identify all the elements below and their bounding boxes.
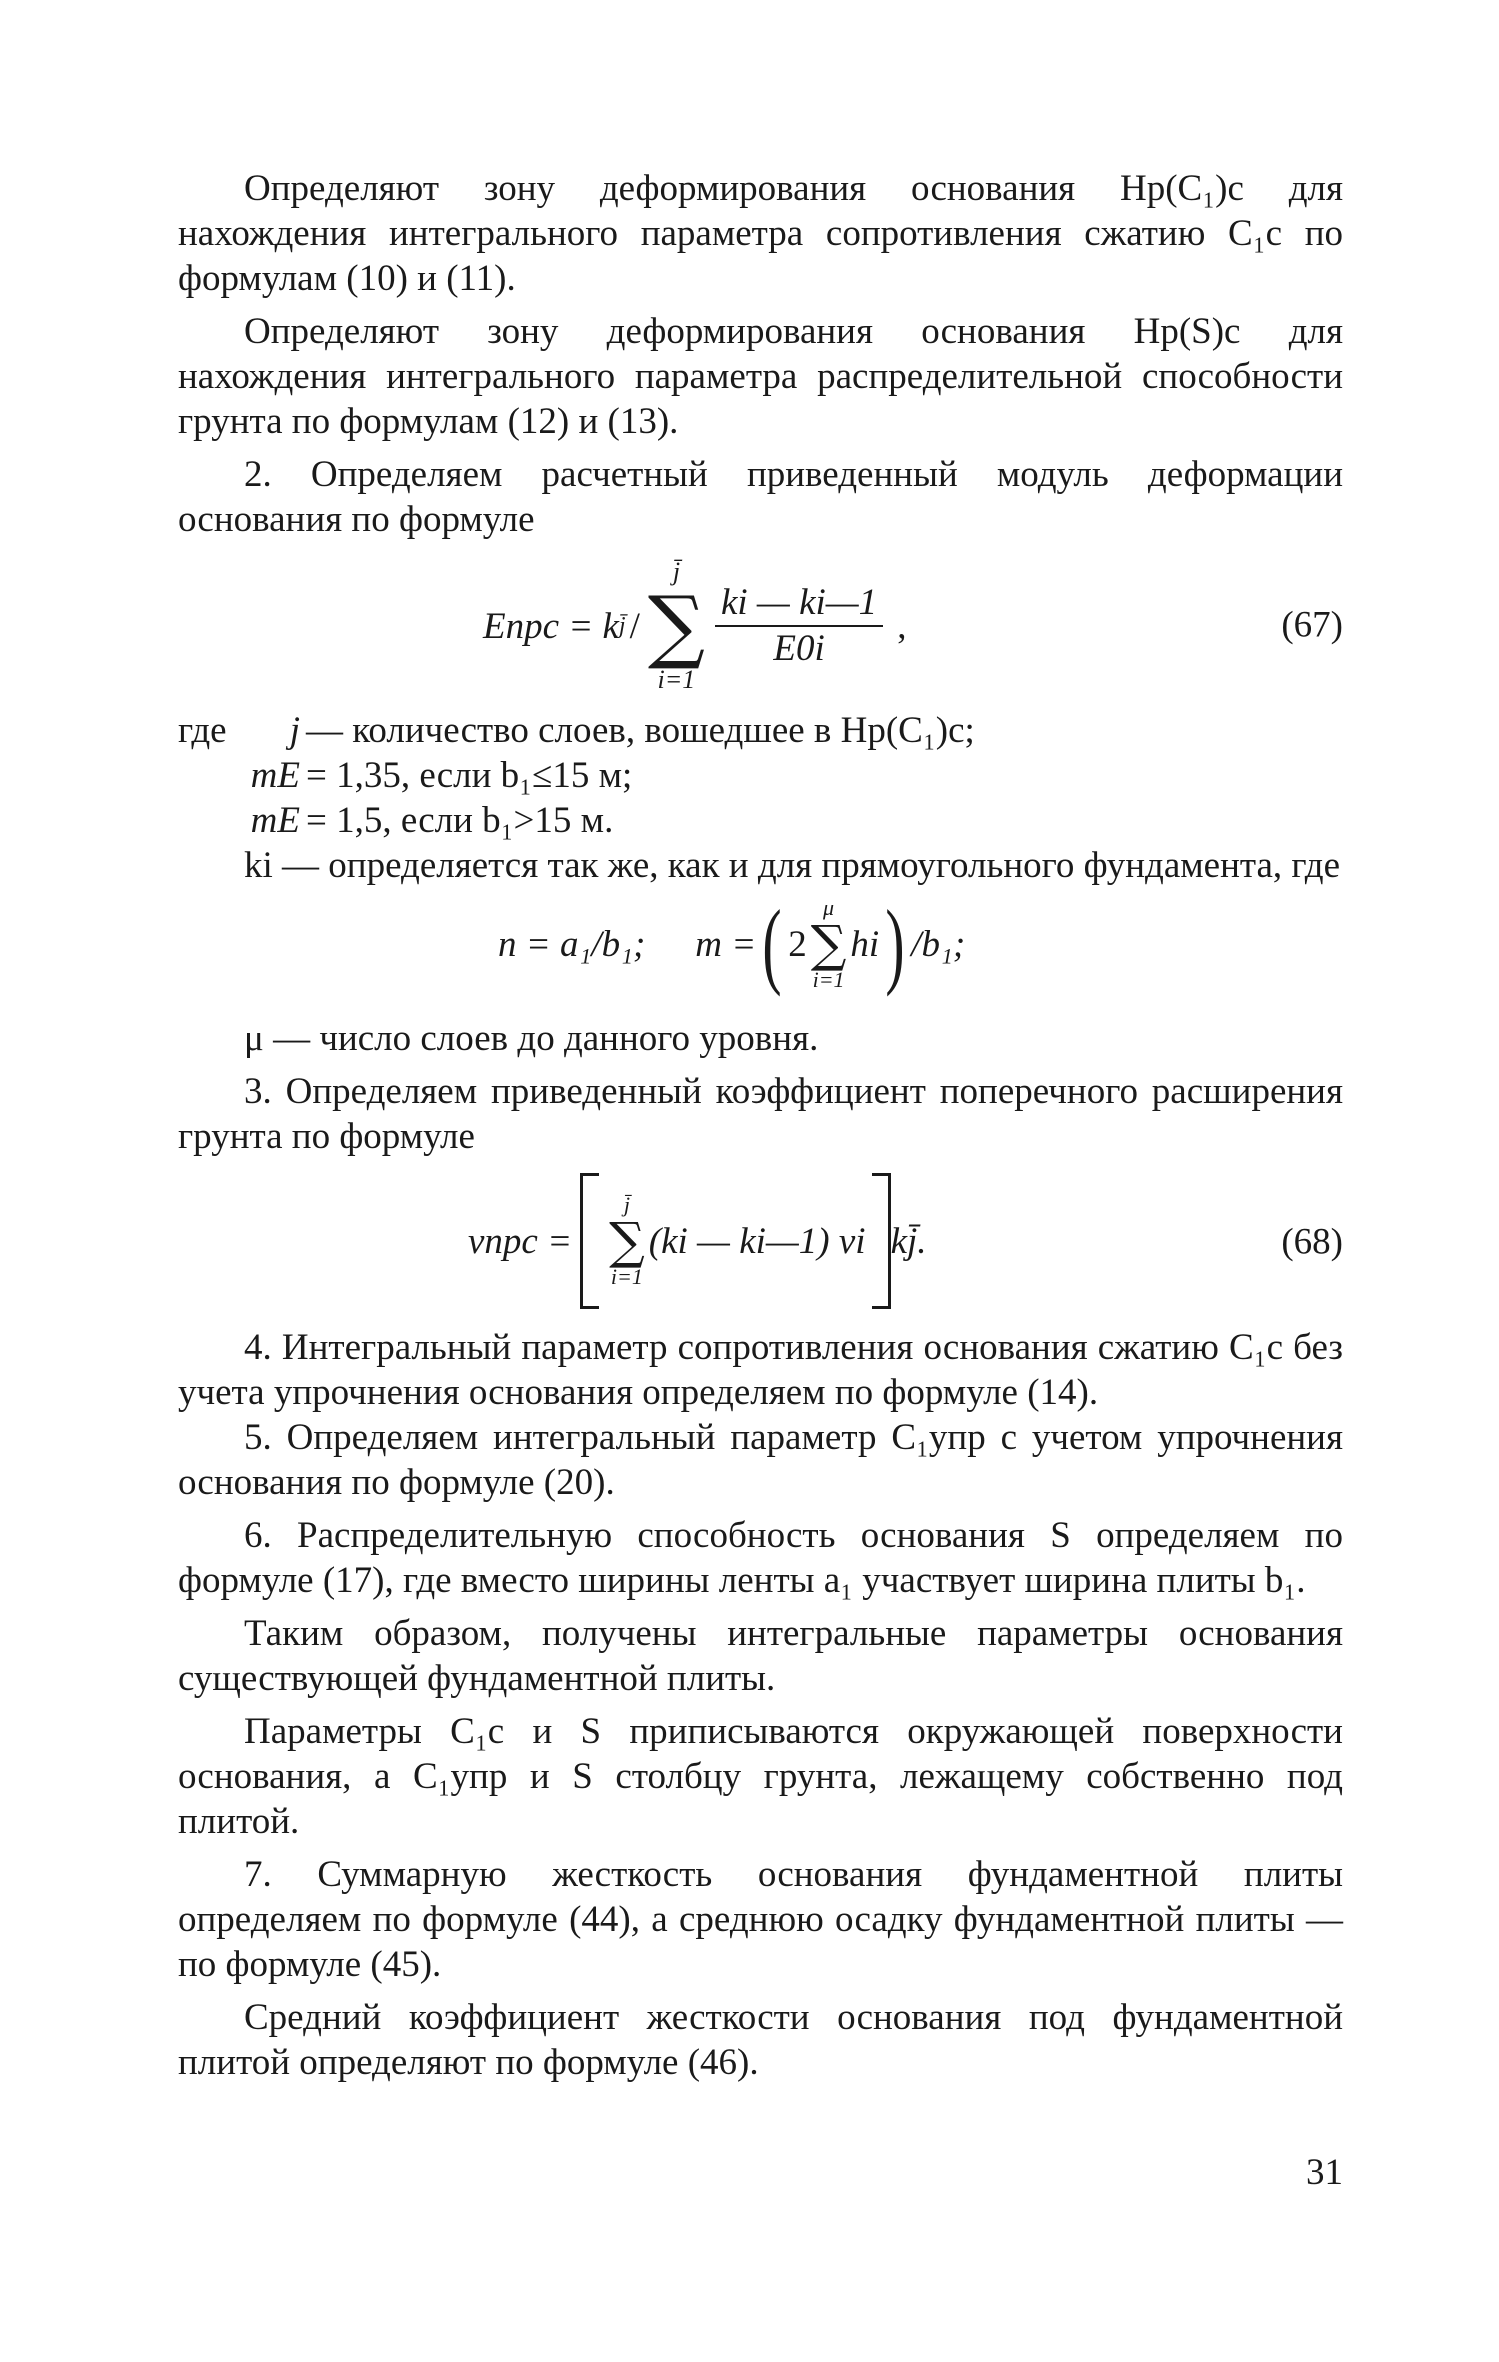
- where-line-3: = 1,5, если b₁>15 м.: [306, 800, 614, 841]
- paragraph-2: Определяют зону деформирования основания Hp(S)c для нахождения интегрального параметра распределительной способности грунта по формулам (12) и (13).: [178, 311, 1343, 442]
- eqnm-hi: hi: [850, 923, 880, 965]
- eq67-denominator: E0i: [773, 628, 825, 669]
- eq67-lhs: Eпрс = k: [483, 605, 619, 647]
- sigma-symbol: ∑: [609, 1212, 645, 1270]
- paragraph-8: Таким образом, получены интегральные параметры основания существующей фундаментной плиты.: [178, 1613, 1343, 1699]
- paragraph-11: Средний коэффициент жесткости основания под фундаментной плитой определяют по формуле (46).: [178, 1997, 1343, 2083]
- eq68-sum-bottom: i=1: [610, 1264, 643, 1289]
- paragraph-10: 7. Суммарную жесткость основания фундаментной плиты определяем по формуле (44), а среднюю осадку фундаментной плиты — по формуле (45).: [178, 1854, 1343, 1985]
- paragraph-1: Определяют зону деформирования основания Hp(C₁)c для нахождения интегрального параметра сопротивления сжатию C₁c по формулам (10) и (11).: [178, 168, 1343, 299]
- where-sym-2: mE: [250, 755, 300, 796]
- eq67-numerator: ki — ki—1: [715, 581, 883, 627]
- paragraph-3: 2. Определяем расчетный приведенный модуль деформации основания по формуле: [178, 454, 1343, 540]
- paragraph-4: 3. Определяем приведенный коэффициент поперечного расширения грунта по формуле: [178, 1071, 1343, 1157]
- sigma-symbol: ∑: [647, 579, 705, 672]
- eq68-number: (68): [1281, 1221, 1343, 1263]
- where-sym-1: j: [289, 710, 300, 751]
- equation-n-m: [178, 890, 1343, 1008]
- eq68-body: (ki — ki—1) νi: [648, 1220, 866, 1262]
- left-bracket: [580, 1173, 599, 1309]
- page-number: 31: [1306, 2152, 1343, 2193]
- eqnm-tail: /b₁;: [911, 923, 966, 965]
- eqnm-m: m =: [695, 923, 757, 965]
- equation-67: Eпрс = k j̄ / j̄ ∑ i=1 $\frac{ki — ki—1}{E0i}$ , (67): [483, 557, 1343, 694]
- eq67-number: (67): [1281, 604, 1343, 646]
- paragraph-9: Параметры C₁c и S приписываются окружающей поверхности основания, а C₁упр и S столбцу грунта, лежащему собственно под плитой.: [178, 1711, 1343, 1842]
- paragraph-6: 5. Определяем интегральный параметр C₁упр с учетом упрочнения основания по формуле (20).: [178, 1417, 1343, 1503]
- paragraph-7: 6. Распределительную способность основания S определяем по формуле (17), где вместо ширины ленты a₁ участвует ширина плиты b₁.: [178, 1515, 1343, 1601]
- eq68-tail: kj̄.: [890, 1220, 927, 1262]
- eqnm-sum-top: μ: [823, 895, 835, 920]
- eq67-sum-top: j̄: [672, 557, 681, 586]
- eqnm-sum-bottom: i=1: [812, 967, 845, 992]
- eq67-sum: [648, 558, 705, 694]
- equation-68: [178, 1167, 1343, 1317]
- text-column: [178, 166, 1343, 2085]
- where-line-1: — количество слоев, вошедшее в Hp(C₁)c;: [306, 710, 975, 751]
- eq67-comma: ,: [897, 605, 907, 647]
- eq67-fraction: [715, 581, 883, 671]
- where-line-2: = 1,35, если b₁≤15 м;: [306, 755, 633, 796]
- eqnm-n: n = a₁/b₁;: [498, 923, 646, 965]
- where-block: [178, 708, 1343, 843]
- eq68-sum-top: j̄: [623, 1192, 630, 1217]
- paragraph-5: 4. Интегральный параметр сопротивления основания сжатию C₁c без учета упрочнения основания определяем по формуле (14).: [178, 1327, 1343, 1413]
- paragraph-mu: μ — число слоев до данного уровня.: [244, 1018, 819, 1059]
- eq67-slash: /: [629, 605, 640, 647]
- left-paren: (: [762, 890, 782, 997]
- eq68-sum: [609, 1194, 645, 1288]
- eq68-lhs: νпрс =: [468, 1220, 573, 1262]
- right-bracket: [872, 1173, 891, 1309]
- eqnm-inner: 2: [788, 923, 807, 965]
- right-paren: ): [885, 890, 905, 997]
- eqnm-sum: [811, 897, 847, 991]
- eq67-sum-bottom: i=1: [657, 665, 696, 694]
- where-label: где: [178, 710, 227, 751]
- where-sym-3: mE: [250, 800, 300, 841]
- sigma-symbol: ∑: [810, 915, 847, 973]
- paragraph-ki: ki — определяется так же, как и для прямоугольного фундамента, где: [244, 845, 1341, 886]
